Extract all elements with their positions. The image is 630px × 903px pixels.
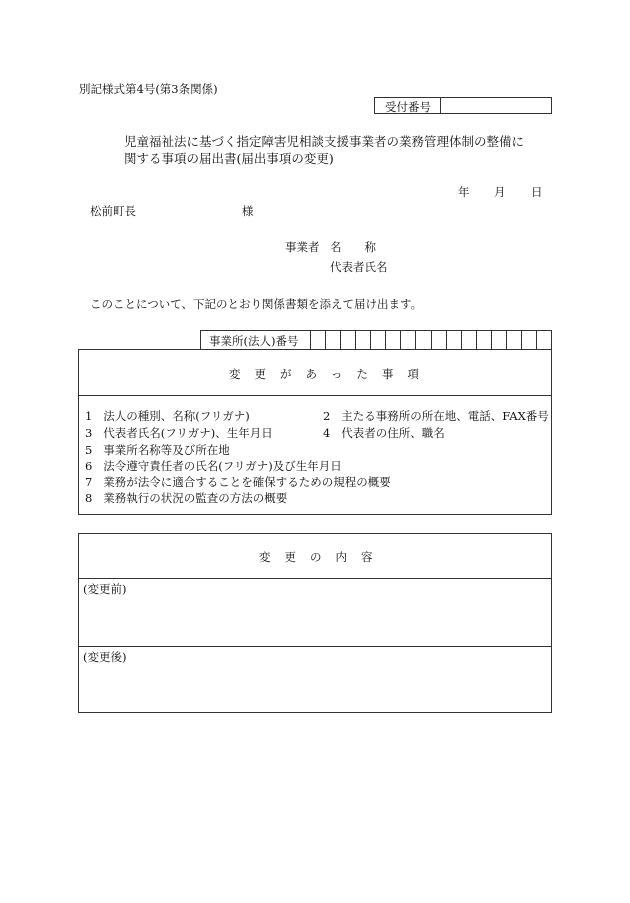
office-number-cell-divider: [355, 331, 356, 349]
office-number-row: [200, 330, 552, 350]
form-code: 別記様式第4号(第3条関係): [79, 82, 218, 96]
content-section: [78, 533, 552, 713]
office-number-cell-divider: [461, 331, 462, 349]
after-change-field[interactable]: [79, 666, 551, 710]
change-item-7[interactable]: 7 業務が法令に適合することを確保するための規程の概要: [85, 475, 391, 489]
change-item-2[interactable]: 2 主たる事務所の所在地、電話、FAX番号: [323, 409, 549, 423]
office-number-label: 事業所(法人)番号: [209, 334, 299, 348]
office-number-cell-divider: [400, 331, 401, 349]
date-day: 日: [531, 185, 543, 199]
addressee-honorific: 様: [242, 204, 254, 218]
office-number-cell-divider: [431, 331, 432, 349]
reception-number-label: 受付番号: [385, 100, 431, 114]
after-change-label: (変更後): [83, 650, 127, 664]
change-item-3[interactable]: 3 代表者氏名(フリガナ)、生年月日: [85, 426, 273, 440]
applicant-label: 事業者: [285, 240, 320, 254]
document-title-line1: 児童福祉法に基づく指定障害児相談支援事業者の業務管理体制の整備に: [124, 134, 525, 149]
office-number-cell-divider: [536, 331, 537, 349]
statement-text: このことについて、下記のとおり関係書類を添えて届け出ます。: [90, 297, 423, 311]
content-header: 変更の内容: [259, 550, 387, 564]
change-item-8[interactable]: 8 業務執行の状況の監査の方法の概要: [85, 491, 288, 505]
change-item-4[interactable]: 4 代表者の住所、職名: [323, 426, 445, 440]
reception-number-box: [374, 97, 552, 114]
office-number-cell-divider: [476, 331, 477, 349]
date-month: 月: [494, 185, 506, 199]
document-title-line2: 関する事項の届出書(届出事項の変更): [124, 151, 334, 166]
office-number-cell-divider: [325, 331, 326, 349]
addressee-name: 松前町長: [90, 204, 136, 218]
office-number-cell-divider: [370, 331, 371, 349]
office-number-cell-divider: [340, 331, 341, 349]
representative-name-label: 代表者氏名: [330, 260, 388, 274]
before-change-label: (変更前): [83, 582, 127, 596]
date-year: 年: [458, 185, 470, 199]
office-number-cell-divider: [521, 331, 522, 349]
change-item-5[interactable]: 5 事業所名称等及び所在地: [85, 443, 230, 457]
office-number-cell-divider: [446, 331, 447, 349]
office-number-cell-divider: [385, 331, 386, 349]
changes-section: [78, 349, 552, 515]
office-number-cell-divider: [506, 331, 507, 349]
change-item-6[interactable]: 6 法令遵守責任者の氏名(フリガナ)及び生年月日: [85, 459, 342, 473]
before-change-field[interactable]: [79, 598, 551, 644]
office-number-cell-divider: [415, 331, 416, 349]
office-number-cell-divider: [491, 331, 492, 349]
changes-header: 変更があった事項: [229, 367, 433, 381]
applicant-name-label: 名 称: [330, 240, 376, 254]
change-item-1[interactable]: 1 法人の種別、名称(フリガナ): [85, 409, 250, 423]
